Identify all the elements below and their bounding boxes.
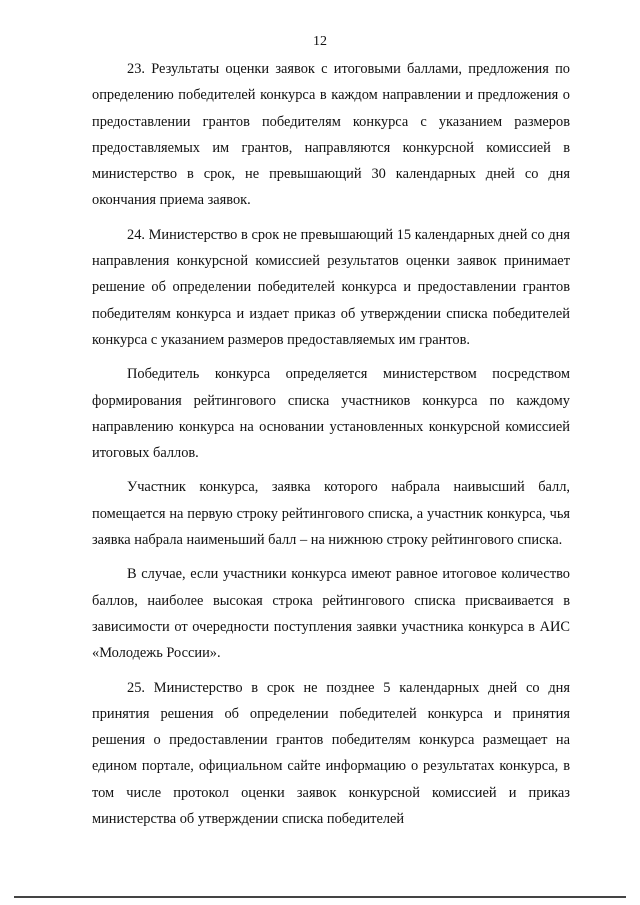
paragraph-24: 24. Министерство в срок не превышающий 15 календарных дней со дня направления конкурсной комиссией результатов оценки заявок принимает решение об определении победителей конкурса и предоставлении грантов победителям конкурса и издает приказ об утверждении списка победителей конкурса с указанием размеров предоставляемых им грантов. — [92, 226, 570, 348]
paragraph-25: 25. Министерство в срок не позднее 5 календарных дней со дня принятия решения об определении победителей конкурса и принятия решения о предоставлении грантов победителям конкурса размещает на едином портале, официальном сайте информацию о результатах конкурса, в том числе протокол оценки заявок конкурсной комиссией и приказ министерства об утверждении списка победителей — [92, 679, 570, 828]
page-number: 12 — [313, 34, 327, 49]
paragraph-23: 23. Результаты оценки заявок с итоговыми баллами, предложения по определению победителей конкурса в каждом направлении и предложения о предоставлении грантов победителям конкурса с указанием размеров предоставляемых им грантов, направляются конкурсной комиссией в министерство в срок, не превышающий 30 календарных дней со дня окончания приема заявок. — [92, 61, 570, 209]
document-body — [92, 56, 570, 840]
paragraph-equal-score: В случае, если участники конкурса имеют равное итоговое количество баллов, наиболее высокая строка рейтингового списка присваивается в зависимости от очередности поступления заявки участника конкурса в АИС «Молодежь России». — [92, 566, 570, 662]
scan-edge-line — [14, 896, 626, 898]
paragraph-rating-order: Участник конкурса, заявка которого набрала наивысший балл, помещается на первую строку рейтингового списка, а участник конкурса, чья заявка набрала наименьший балл – на нижнюю строку рейтингового списка. — [92, 479, 570, 549]
paragraph-winner-determination: Победитель конкурса определяется министерством посредством формирования рейтингового списка участников конкурса по каждому направлению конкурса на основании установленных конкурсной комиссией итоговых баллов. — [92, 366, 570, 462]
